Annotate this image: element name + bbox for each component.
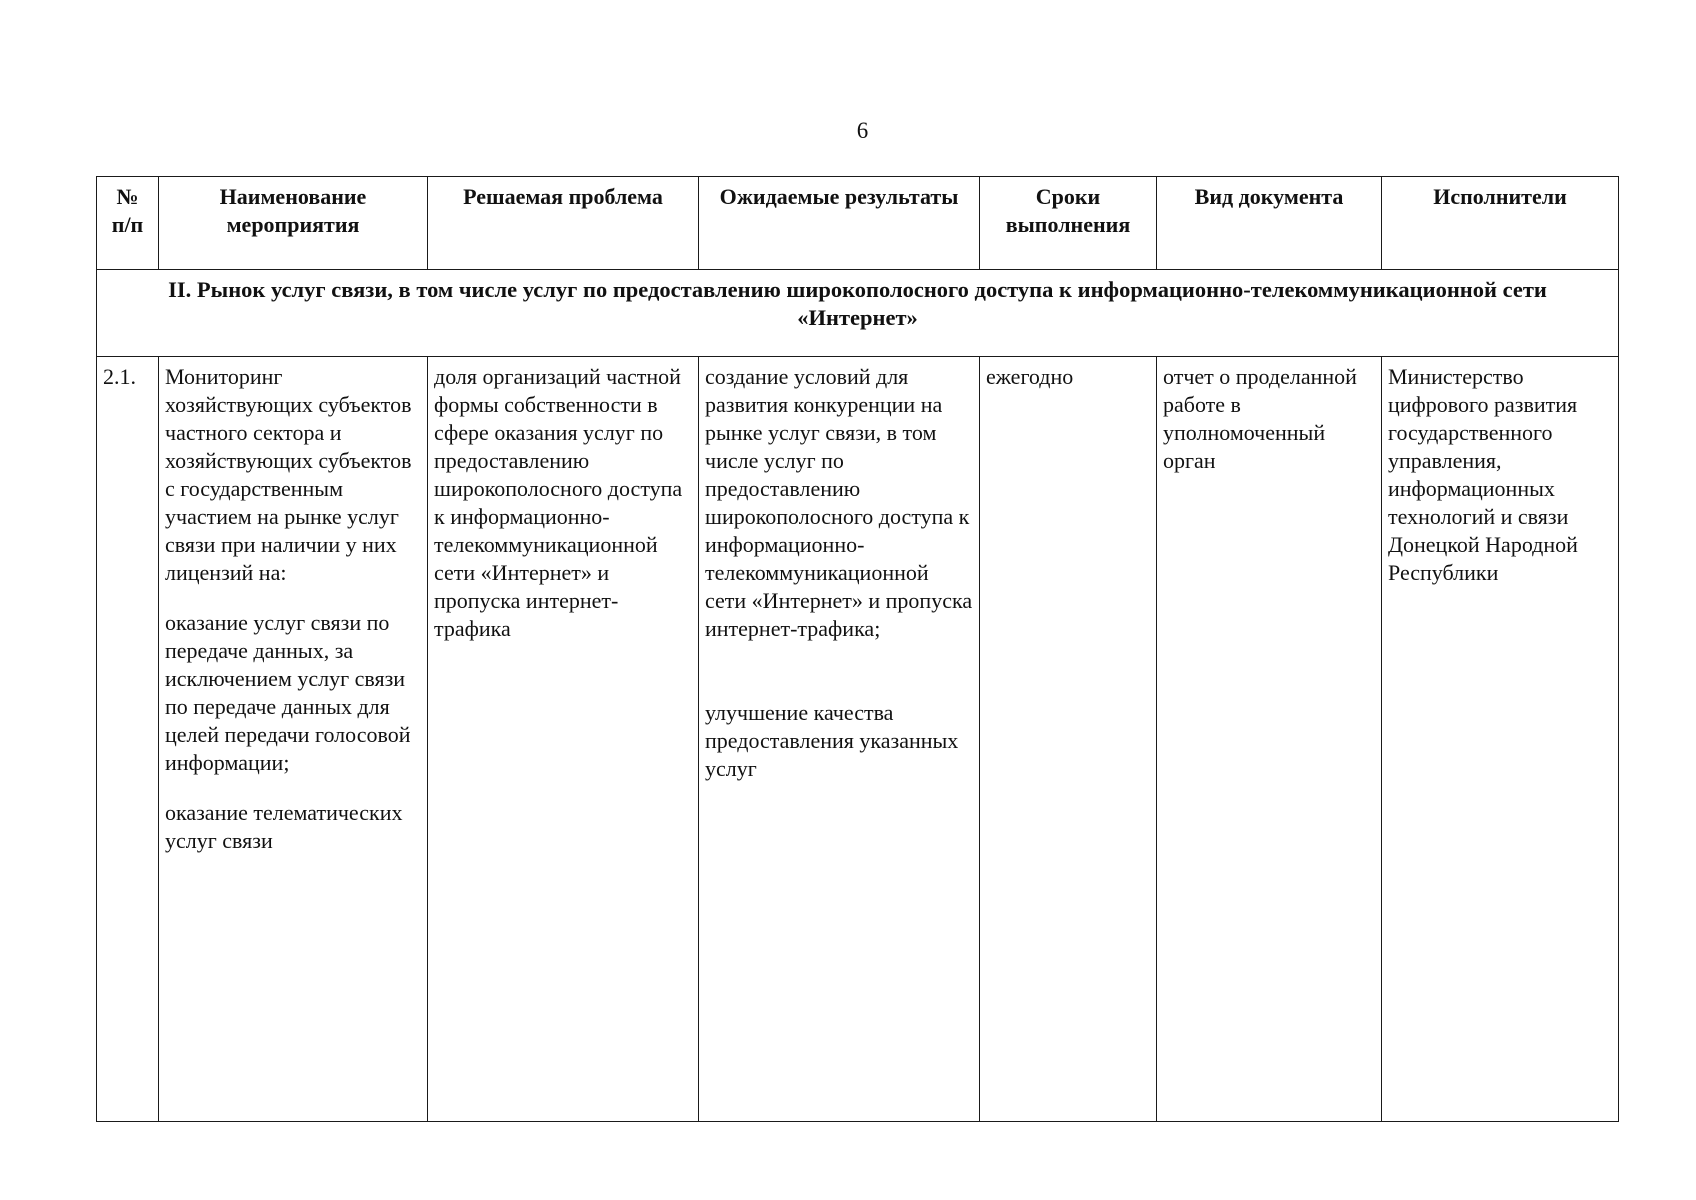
- header-document-line1: Вид документа: [1194, 184, 1344, 209]
- section-row: [97, 270, 1619, 357]
- cell-executors: Министерство цифрового развития государственного управления, информационных технологий и связи Донецкой Народной Республики: [1382, 357, 1619, 1122]
- page-number: 6: [856, 118, 869, 143]
- measures-table: [96, 176, 1619, 1122]
- header-number: [97, 177, 159, 270]
- header-row: [97, 177, 1619, 270]
- name-paragraph-3: оказание телематических услуг связи: [165, 800, 403, 853]
- name-paragraph-1: Мониторинг хозяйствующих субъектов частного сектора и хозяйствующих субъектов с государственным участием на рынке услуг связи при наличии у них лицензий на:: [165, 364, 412, 585]
- header-deadline-line1: Сроки: [1035, 184, 1101, 209]
- cell-number: 2.1.: [97, 357, 159, 1122]
- cell-results: [699, 357, 980, 1122]
- name-paragraph-2: оказание услуг связи по передаче данных, за исключением услуг связи по передаче данных для целей передачи голосовой информации;: [165, 610, 411, 775]
- section-title: [97, 270, 1619, 357]
- header-deadline: [980, 177, 1157, 270]
- header-document: [1157, 177, 1382, 270]
- header-number-line1: №: [116, 184, 139, 209]
- header-name-line2: мероприятия: [226, 212, 360, 237]
- header-executors: [1382, 177, 1619, 270]
- cell-name: [159, 357, 428, 1122]
- header-problem-line1: Решаемая проблема: [463, 184, 663, 209]
- results-paragraph-2: улучшение качества предоставления указанных услуг: [705, 700, 959, 781]
- table-row: [97, 357, 1619, 1122]
- header-name: [159, 177, 428, 270]
- header-problem: [428, 177, 699, 270]
- header-name-line1: Наименование: [219, 184, 367, 209]
- section-title-line2: «Интернет»: [797, 305, 918, 330]
- cell-deadline: ежегодно: [980, 357, 1157, 1122]
- cell-problem: доля организаций частной формы собственности в сфере оказания услуг по предоставлению широкополосного доступа к информационно-телекоммуникационной сети «Интернет» и пропуска интернет-трафика: [428, 357, 699, 1122]
- cell-document: отчет о проделанной работе в уполномоченный орган: [1157, 357, 1382, 1122]
- header-executors-line1: Исполнители: [1433, 184, 1567, 209]
- results-paragraph-1: создание условий для развития конкуренции на рынке услуг связи, в том числе услуг по предоставлению широкополосного доступа к информационно-телекоммуникационной сети «Интернет» и пропуска интернет-трафика;: [705, 364, 973, 641]
- header-deadline-line2: выполнения: [1005, 212, 1131, 237]
- header-number-line2: п/п: [111, 212, 144, 237]
- section-title-line1: II. Рынок услуг связи, в том числе услуг по предоставлению широкополосного доступа к информационно-телекоммуникационной сети: [168, 277, 1547, 302]
- header-results-line1: Ожидаемые результаты: [719, 184, 959, 209]
- header-results: [699, 177, 980, 270]
